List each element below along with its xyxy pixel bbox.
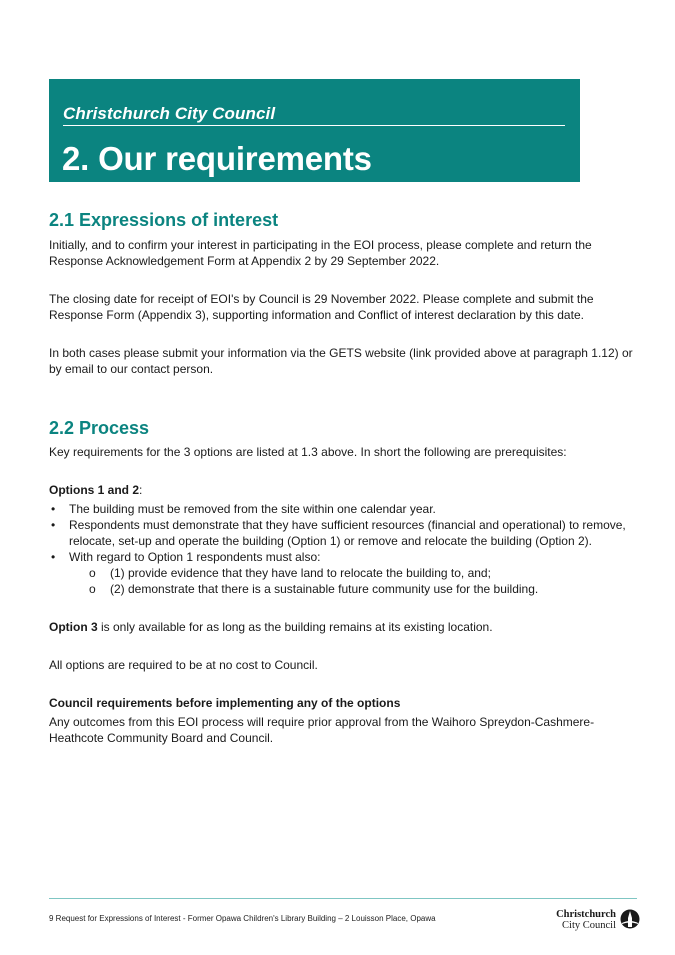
paragraph-closing-date: The closing date for receipt of EOI's by Council is 29 November 2022. Please complete and submit the Response Form (Appendix 3), supporting information and Conflict of interest declaration by this date. [49, 292, 594, 322]
sub-bullet-icon: o [89, 582, 96, 596]
paragraph-acknowledgement: Initially, and to confirm your interest in participating in the EOI process, please complete and return the Response Acknowledgement Form at Appendix 2 by 29 September 2022. [49, 238, 592, 268]
list-item-text: The building must be removed from the site within one calendar year. [69, 502, 436, 516]
option-3-bold: Option 3 [49, 620, 98, 634]
list-item-text: With regard to Option 1 respondents must also: [69, 550, 321, 564]
options-1-2-colon: : [139, 483, 143, 497]
paragraph-council-requirements: Any outcomes from this EOI process will require prior approval from the Waihoro Spreydon-Cashmere- Heathcote Community Board and Council. [49, 715, 595, 745]
header-org-name: Christchurch City Council [63, 104, 276, 123]
header-divider [63, 125, 565, 126]
section-heading-expressions: 2.1 Expressions of interest [49, 210, 279, 230]
paragraph-submission: In both cases please submit your information via the GETS website (link provided above at paragraph 1.12) or by email to our contact person. [49, 346, 633, 376]
paragraph-no-cost: All options are required to be at no cost to Council. [49, 658, 318, 672]
list-item [49, 517, 639, 549]
bullet-icon: • [51, 550, 56, 564]
sub-list-item-text: (1) provide evidence that they have land to relocate the building to, and; [110, 566, 491, 580]
council-requirements-heading: Council requirements before implementing any of the options [49, 696, 401, 710]
sub-list-item [49, 565, 639, 581]
list-item-text: Respondents must demonstrate that they have sufficient resources (financial and operational) to remove, relocate, set-up and operate the building (Option 1) or remove and relocate the building (Option 2). [69, 518, 626, 548]
header-banner [49, 79, 580, 182]
paragraph-option-3 [49, 619, 639, 635]
page-title: 2. Our requirements [62, 140, 372, 177]
list-item [49, 501, 639, 517]
section-heading-process: 2.2 Process [49, 418, 150, 438]
cathedral-icon [620, 909, 640, 931]
logo-text-line1: Christchurch [556, 909, 616, 920]
bullet-icon: • [51, 518, 56, 532]
list-item [49, 549, 639, 565]
sub-bullet-icon: o [89, 566, 96, 580]
options-1-2-label [49, 482, 639, 498]
sub-list-item-text: (2) demonstrate that there is a sustainable future community use for the building. [110, 582, 539, 596]
footer-divider [49, 898, 637, 899]
council-logo [556, 908, 640, 932]
option-3-text: is only available for as long as the building remains at its existing location. [97, 620, 493, 634]
requirements-list [49, 501, 639, 597]
sub-list-item [49, 581, 639, 597]
paragraph-process-intro: Key requirements for the 3 options are listed at 1.3 above. In short the following are prerequisites: [49, 445, 567, 459]
bullet-icon: • [51, 502, 56, 516]
logo-text-line2: City Council [562, 920, 616, 931]
options-1-2-bold: Options 1 and 2 [49, 483, 140, 497]
footer-text: 9 Request for Expressions of Interest - Former Opawa Children's Library Building – 2 Louisson Place, Opawa [49, 914, 436, 923]
